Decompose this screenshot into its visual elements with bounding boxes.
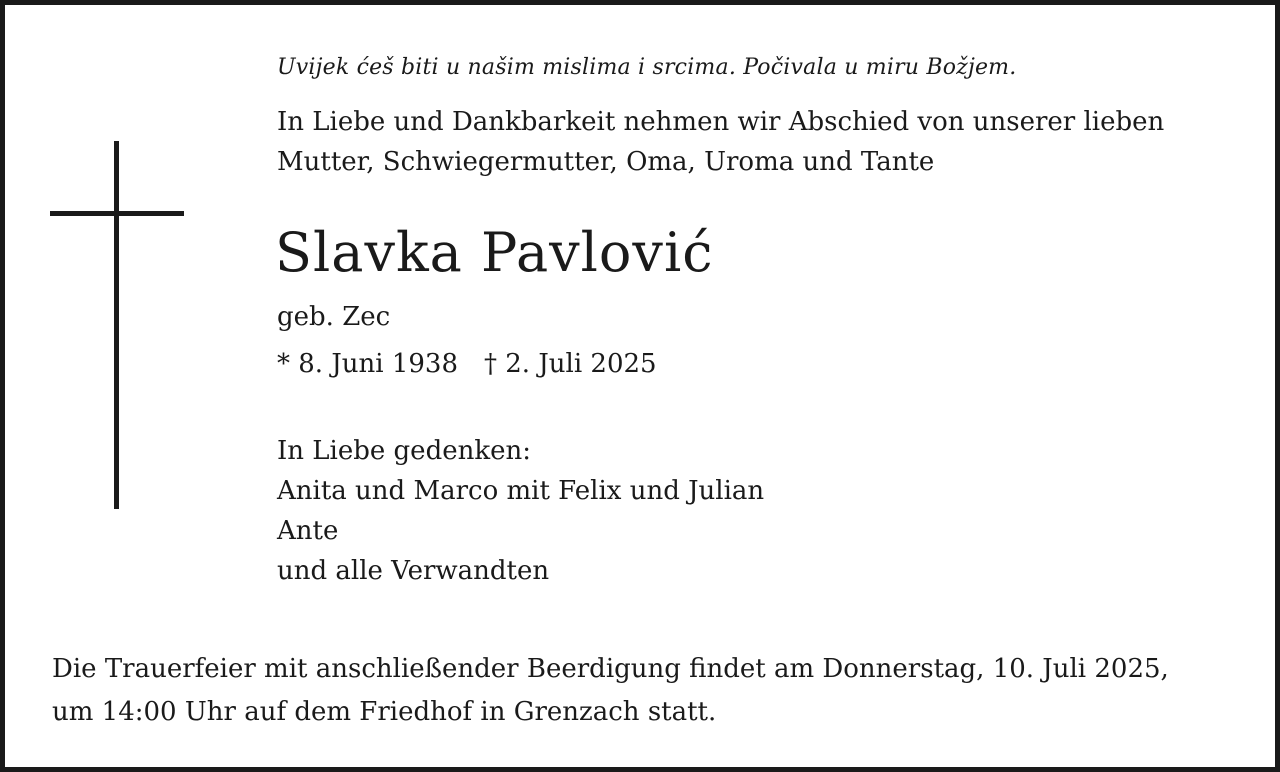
birth-name: geb. Zec xyxy=(277,302,391,332)
intro-line-2: Mutter, Schwiegermutter, Oma, Uroma und Tante xyxy=(277,147,935,177)
deceased-name: Slavka Pavlović xyxy=(275,221,714,284)
birth-date: * 8. Juni 1938 xyxy=(277,349,458,379)
cross-icon xyxy=(50,141,184,509)
mourner-line: und alle Verwandten xyxy=(277,556,550,586)
mourner-line: Anita und Marco mit Felix und Julian xyxy=(277,476,765,506)
motto-text: Uvijek ćeš biti u našim mislima i srcima. Počivala u miru Božjem. xyxy=(277,55,1017,80)
intro-line-1: In Liebe und Dankbarkeit nehmen wir Abschied von unserer lieben xyxy=(277,107,1165,137)
mourners-heading: In Liebe gedenken: xyxy=(277,436,531,466)
death-date: † 2. Juli 2025 xyxy=(484,349,657,379)
funeral-notice-line-2: um 14:00 Uhr auf dem Friedhof in Grenzach statt. xyxy=(52,697,717,727)
funeral-notice-line-1: Die Trauerfeier mit anschließender Beerdigung findet am Donnerstag, 10. Juli 2025, xyxy=(52,654,1169,684)
life-dates xyxy=(277,351,657,377)
mourner-line: Ante xyxy=(277,516,339,546)
